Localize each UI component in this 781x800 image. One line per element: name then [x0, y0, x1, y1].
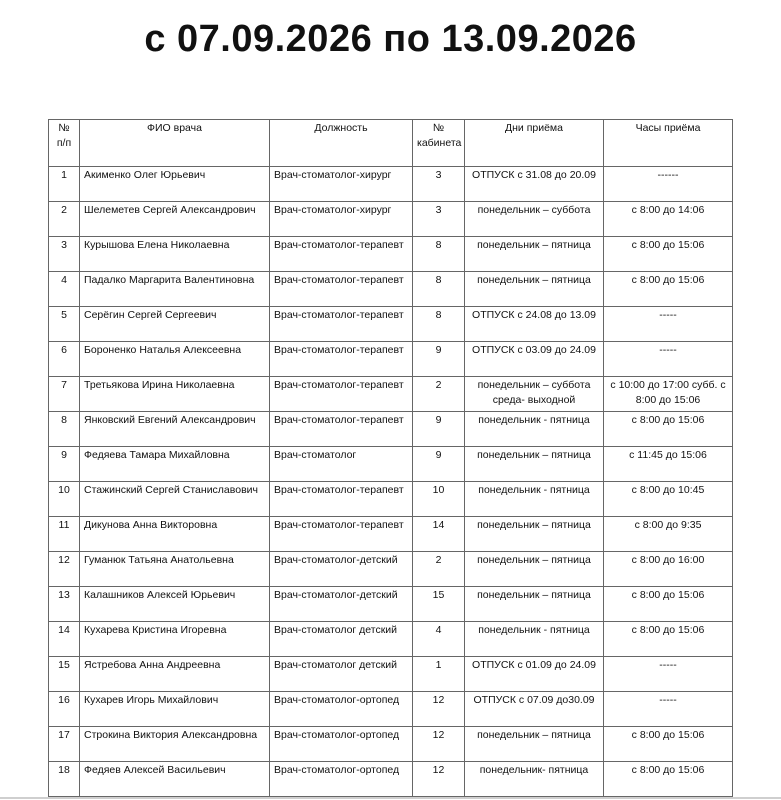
reception-days: понедельник – пятница — [465, 587, 604, 622]
table-row — [49, 342, 733, 377]
doctor-position: Врач-стоматолог-терапевт — [270, 517, 413, 552]
row-num: 9 — [49, 447, 80, 482]
table-header-row — [49, 120, 733, 167]
doctor-name: Третьякова Ирина Николаевна — [80, 377, 270, 412]
table-row — [49, 377, 733, 412]
room-number: 12 — [413, 692, 465, 727]
header-num: № п/п — [49, 120, 80, 167]
reception-hours: с 8:00 до 15:06 — [604, 727, 733, 762]
doctor-position: Врач-стоматолог-терапевт — [270, 377, 413, 412]
reception-hours: с 8:00 до 9:35 — [604, 517, 733, 552]
doctor-name: Кухарев Игорь Михайлович — [80, 692, 270, 727]
header-position: Должность — [270, 120, 413, 167]
reception-hours: с 8:00 до 15:06 — [604, 412, 733, 447]
room-number: 8 — [413, 307, 465, 342]
reception-days: понедельник - пятница — [465, 482, 604, 517]
row-num: 16 — [49, 692, 80, 727]
room-number: 10 — [413, 482, 465, 517]
row-num: 17 — [49, 727, 80, 762]
room-number: 9 — [413, 412, 465, 447]
row-num: 10 — [49, 482, 80, 517]
doctor-name: Курышова Елена Николаевна — [80, 237, 270, 272]
doctor-position: Врач-стоматолог-терапевт — [270, 307, 413, 342]
row-num: 11 — [49, 517, 80, 552]
table-row — [49, 692, 733, 727]
row-num: 2 — [49, 202, 80, 237]
doctor-name: Гуманюк Татьяна Анатольевна — [80, 552, 270, 587]
room-number: 15 — [413, 587, 465, 622]
table-row — [49, 447, 733, 482]
header-name: ФИО врача — [80, 120, 270, 167]
reception-hours: ------ — [604, 167, 733, 202]
page-title: с 07.09.2026 по 13.09.2026 — [144, 18, 637, 60]
reception-days: понедельник - пятница — [465, 412, 604, 447]
table-row — [49, 307, 733, 342]
doctor-position: Врач-стоматолог-детский — [270, 587, 413, 622]
reception-days: понедельник - пятница — [465, 622, 604, 657]
reception-days: понедельник – пятница — [465, 727, 604, 762]
reception-days: ОТПУСК с 01.09 до 24.09 — [465, 657, 604, 692]
doctor-position: Врач-стоматолог-хирург — [270, 202, 413, 237]
reception-hours: с 8:00 до 16:00 — [604, 552, 733, 587]
row-num: 12 — [49, 552, 80, 587]
table-row — [49, 412, 733, 447]
reception-days: понедельник – пятница — [465, 517, 604, 552]
doctor-position: Врач-стоматолог-хирург — [270, 167, 413, 202]
room-number: 12 — [413, 762, 465, 797]
reception-hours: ----- — [604, 342, 733, 377]
reception-days: ОТПУСК с 03.09 до 24.09 — [465, 342, 604, 377]
reception-hours: ----- — [604, 307, 733, 342]
reception-days: понедельник – пятница — [465, 237, 604, 272]
doctor-name: Калашников Алексей Юрьевич — [80, 587, 270, 622]
reception-days: понедельник – суббота — [465, 202, 604, 237]
doctor-position: Врач-стоматолог-терапевт — [270, 342, 413, 377]
reception-days: понедельник – пятница — [465, 447, 604, 482]
doctor-name: Строкина Виктория Александровна — [80, 727, 270, 762]
reception-hours: с 8:00 до 15:06 — [604, 762, 733, 797]
reception-hours: с 8:00 до 15:06 — [604, 622, 733, 657]
reception-hours: ----- — [604, 692, 733, 727]
reception-days: понедельник – пятница — [465, 552, 604, 587]
header-days: Дни приёма — [465, 120, 604, 167]
row-num: 5 — [49, 307, 80, 342]
reception-days: ОТПУСК с 07.09 до30.09 — [465, 692, 604, 727]
room-number: 3 — [413, 202, 465, 237]
reception-hours: с 8:00 до 10:45 — [604, 482, 733, 517]
table-row — [49, 727, 733, 762]
room-number: 9 — [413, 447, 465, 482]
doctor-position: Врач-стоматолог-терапевт — [270, 482, 413, 517]
row-num: 7 — [49, 377, 80, 412]
table-row — [49, 202, 733, 237]
doctor-name: Бороненко Наталья Алексеевна — [80, 342, 270, 377]
reception-days: ОТПУСК с 31.08 до 20.09 — [465, 167, 604, 202]
table-row — [49, 552, 733, 587]
row-num: 4 — [49, 272, 80, 307]
doctor-name: Федяев Алексей Васильевич — [80, 762, 270, 797]
doctor-position: Врач-стоматолог-ортопед — [270, 762, 413, 797]
reception-hours: с 8:00 до 14:06 — [604, 202, 733, 237]
table-row — [49, 587, 733, 622]
room-number: 8 — [413, 237, 465, 272]
reception-days: понедельник – суббота среда- выходной — [465, 377, 604, 412]
reception-hours: с 10:00 до 17:00 субб. с 8:00 до 15:06 — [604, 377, 733, 412]
row-num: 3 — [49, 237, 80, 272]
table-row — [49, 657, 733, 692]
doctor-name: Ястребова Анна Андреевна — [80, 657, 270, 692]
room-number: 8 — [413, 272, 465, 307]
row-num: 1 — [49, 167, 80, 202]
row-num: 15 — [49, 657, 80, 692]
doctor-position: Врач-стоматолог-ортопед — [270, 727, 413, 762]
row-num: 13 — [49, 587, 80, 622]
doctor-position: Врач-стоматолог детский — [270, 657, 413, 692]
doctor-name: Федяева Тамара Михайловна — [80, 447, 270, 482]
doctor-name: Шелеметев Сергей Александрович — [80, 202, 270, 237]
reception-days: понедельник – пятница — [465, 272, 604, 307]
table-row — [49, 167, 733, 202]
doctor-name: Серёгин Сергей Сергеевич — [80, 307, 270, 342]
doctor-schedule-table — [48, 119, 733, 797]
reception-hours: ----- — [604, 657, 733, 692]
doctor-position: Врач-стоматолог детский — [270, 622, 413, 657]
room-number: 4 — [413, 622, 465, 657]
table-row — [49, 482, 733, 517]
room-number: 2 — [413, 552, 465, 587]
room-number: 3 — [413, 167, 465, 202]
row-num: 8 — [49, 412, 80, 447]
divider — [0, 797, 781, 799]
row-num: 18 — [49, 762, 80, 797]
doctor-name: Стажинский Сергей Станиславович — [80, 482, 270, 517]
room-number: 2 — [413, 377, 465, 412]
table-row — [49, 622, 733, 657]
doctor-position: Врач-стоматолог-ортопед — [270, 692, 413, 727]
reception-days: ОТПУСК с 24.08 до 13.09 — [465, 307, 604, 342]
reception-hours: с 8:00 до 15:06 — [604, 237, 733, 272]
doctor-position: Врач-стоматолог-детский — [270, 552, 413, 587]
header-room: № кабинета — [413, 120, 465, 167]
doctor-name: Кухарева Кристина Игоревна — [80, 622, 270, 657]
row-num: 14 — [49, 622, 80, 657]
room-number: 12 — [413, 727, 465, 762]
reception-hours: с 11:45 до 15:06 — [604, 447, 733, 482]
doctor-name: Дикунова Анна Викторовна — [80, 517, 270, 552]
reception-hours: с 8:00 до 15:06 — [604, 587, 733, 622]
room-number: 14 — [413, 517, 465, 552]
room-number: 9 — [413, 342, 465, 377]
doctor-position: Врач-стоматолог-терапевт — [270, 237, 413, 272]
table-row — [49, 272, 733, 307]
doctor-position: Врач-стоматолог — [270, 447, 413, 482]
reception-hours: с 8:00 до 15:06 — [604, 272, 733, 307]
doctor-name: Падалко Маргарита Валентиновна — [80, 272, 270, 307]
doctor-name: Янковский Евгений Александрович — [80, 412, 270, 447]
reception-days: понедельник- пятница — [465, 762, 604, 797]
table-body — [49, 167, 733, 797]
table-row — [49, 762, 733, 797]
header-hours: Часы приёма — [604, 120, 733, 167]
doctor-position: Врач-стоматолог-терапевт — [270, 272, 413, 307]
row-num: 6 — [49, 342, 80, 377]
table-row — [49, 237, 733, 272]
room-number: 1 — [413, 657, 465, 692]
doctor-position: Врач-стоматолог-терапевт — [270, 412, 413, 447]
table-row — [49, 517, 733, 552]
doctor-name: Акименко Олег Юрьевич — [80, 167, 270, 202]
